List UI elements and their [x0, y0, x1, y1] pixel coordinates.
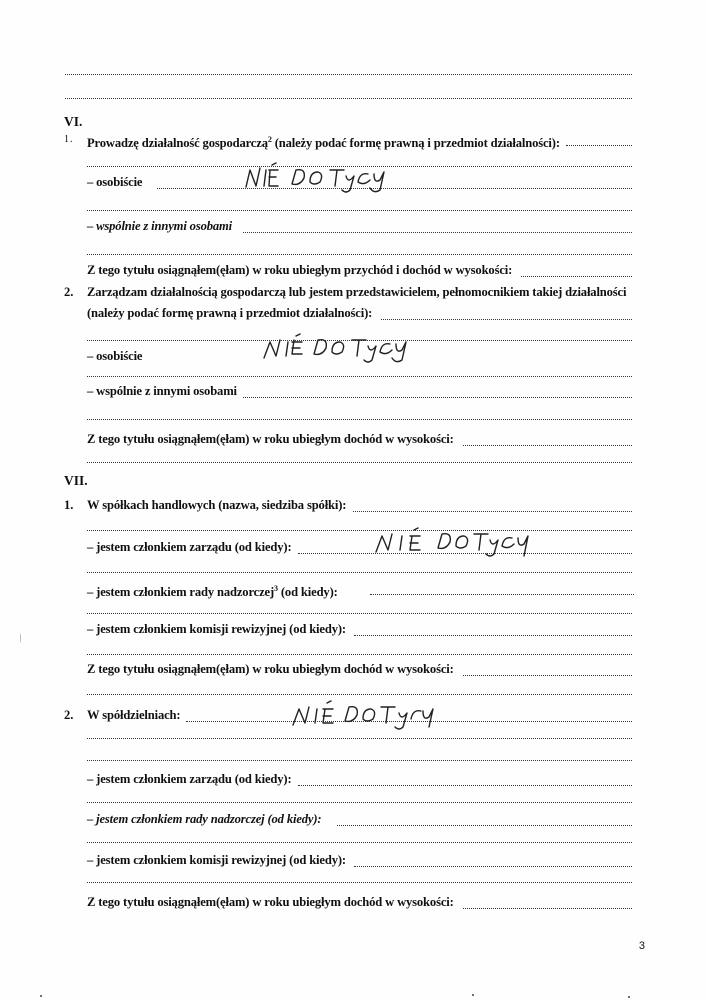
dotted-line: [463, 675, 632, 676]
dotted-line: [87, 210, 632, 211]
item-text: [87, 132, 560, 151]
audit-label: – jestem członkiem komisji rewizyjnej (od kiedy):: [87, 622, 346, 636]
income-label: Z tego tytułu osiągnąłem(ęłam) w roku ubiegłym dochód w wysokości:: [87, 895, 454, 909]
scan-speck: [20, 633, 21, 643]
dotted-line: [463, 908, 632, 909]
dotted-line: [87, 254, 632, 255]
scan-speck: [628, 996, 630, 998]
item-number: 1.: [64, 498, 74, 512]
dotted-line: [354, 866, 632, 867]
dotted-line: [87, 760, 632, 761]
board-label: – jestem członkiem zarządu (od kiedy):: [87, 772, 292, 786]
supervisory-label: [87, 581, 338, 600]
supervisory-label: – jestem członkiem rady nadzorczej (od kiedy):: [87, 812, 322, 826]
dotted-line: [87, 882, 632, 883]
dotted-line: [87, 694, 632, 695]
jointly-label: – wspólnie z innymi osobami: [87, 219, 233, 233]
dotted-line: [566, 145, 632, 146]
personally-label: – osobiście: [87, 175, 143, 189]
handwritten-not-applicable: [368, 526, 538, 560]
dotted-line: [354, 635, 632, 636]
dotted-line: [87, 613, 632, 614]
income-label: Z tego tytułu osiągnąłem(ęłam) w roku ubiegłym przychód i dochód w wysokości:: [87, 263, 513, 277]
audit-label: – jestem członkiem komisji rewizyjnej (od kiedy):: [87, 853, 346, 867]
personally-label: – osobiście: [87, 349, 143, 363]
dotted-line: [87, 419, 632, 420]
item-text: W spółkach handlowych (nazwa, siedziba spółki):: [87, 498, 347, 512]
dotted-line: [87, 802, 632, 803]
jointly-label: – wspólnie z innymi osobami: [87, 384, 237, 398]
supervisory-text-rest: (od kiedy):: [277, 585, 338, 599]
dotted-line: [87, 572, 632, 573]
handwritten-not-applicable: [287, 697, 437, 731]
item-text-rest: (należy podać formę prawną i przedmiot działalności):: [271, 136, 560, 150]
dotted-line: [87, 530, 632, 531]
dotted-line: [353, 511, 632, 512]
dotted-line: [65, 74, 632, 75]
footnote-ref: 2: [267, 135, 272, 144]
income-label: Z tego tytułu osiągnąłem(ęłam) w roku ubiegłym dochód w wysokości:: [87, 662, 454, 676]
footnote-ref: 3: [274, 584, 278, 593]
dotted-line: [381, 319, 632, 320]
dotted-line: [243, 397, 632, 398]
dotted-line: [337, 825, 632, 826]
scan-speck: [472, 994, 474, 996]
dotted-line: [87, 654, 632, 655]
dotted-line: [521, 276, 632, 277]
handwritten-not-applicable: [240, 162, 405, 194]
dotted-line: [65, 98, 632, 99]
item-text: W spółdzielniach:: [87, 708, 181, 722]
dotted-line: [87, 738, 632, 739]
item-text: Zarządzam działalnością gospodarczą lub jestem przedstawicielem, pełnomocnikiem takiej działalności: [87, 285, 627, 299]
item-number: 1.: [64, 134, 74, 145]
item-number: 2.: [64, 708, 74, 722]
supervisory-text: – jestem członkiem rady nadzorczej: [87, 585, 275, 599]
dotted-line: [87, 842, 632, 843]
dotted-line: [370, 594, 634, 595]
item-text-line2: (należy podać formę prawną i przedmiot działalności):: [87, 306, 373, 320]
income-label: Z tego tytułu osiągnąłem(ęłam) w roku ubiegłym dochód w wysokości:: [87, 432, 454, 446]
dotted-line: [463, 445, 632, 446]
dotted-line: [298, 785, 632, 786]
dotted-line: [87, 376, 632, 377]
handwritten-not-applicable: [258, 332, 423, 364]
item-number: 2.: [64, 285, 74, 299]
item-text-main: Prowadzę działalność gospodarczą: [87, 136, 268, 150]
board-label: – jestem członkiem zarządu (od kiedy):: [87, 540, 292, 554]
dotted-line: [243, 232, 632, 233]
section-heading-vii: VII.: [64, 473, 88, 488]
page-number: 3: [638, 940, 645, 952]
dotted-line: [87, 462, 632, 463]
scan-speck: [40, 995, 42, 997]
section-heading-vi: VI.: [64, 114, 83, 129]
